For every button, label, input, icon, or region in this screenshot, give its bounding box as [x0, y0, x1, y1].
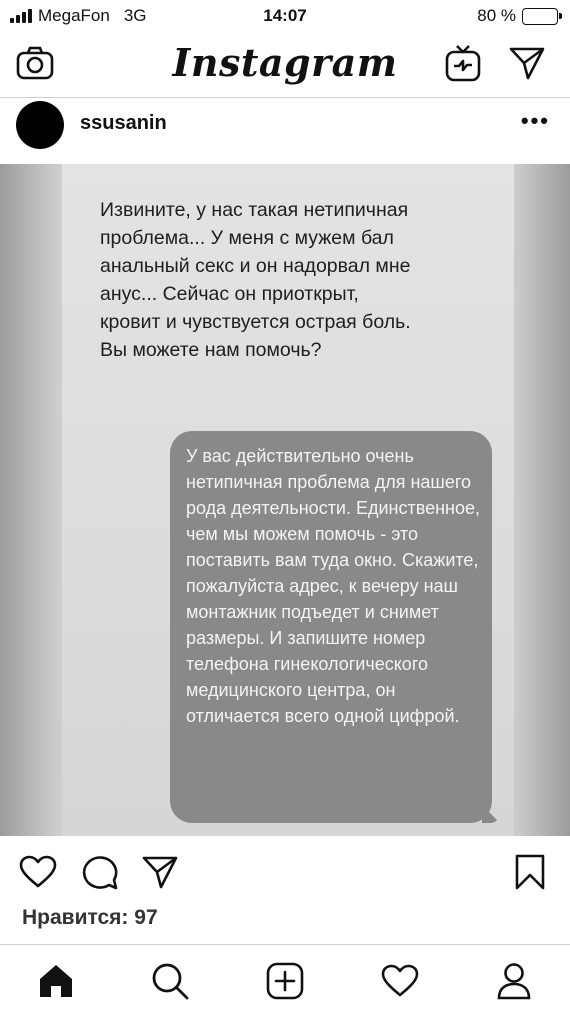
battery-percent: 80 %: [477, 6, 516, 25]
incoming-message: Извините, у нас такая нетипичная проблема... У меня с мужем бал анальный секс и он надорвал мне анус... Сейчас он приоткрыт, кровит и чувствуется острая боль. Вы можете нам помочь?: [100, 199, 411, 361]
bookmark-icon[interactable]: [510, 852, 550, 892]
network-type: 3G: [123, 6, 147, 25]
tab-bar: [0, 944, 570, 1013]
carrier-name: MegaFon: [38, 6, 110, 25]
search-icon[interactable]: [148, 959, 192, 1003]
profile-icon[interactable]: [492, 959, 536, 1003]
comment-icon[interactable]: [80, 852, 120, 892]
instagram-logo: Instagram: [172, 40, 398, 85]
post-header: [0, 98, 570, 164]
status-right: [477, 6, 558, 26]
post-image[interactable]: [0, 164, 570, 836]
likes-count[interactable]: Нравится: 97: [22, 906, 158, 929]
avatar[interactable]: [16, 101, 64, 149]
outgoing-message: У вас действительно очень нетипичная проблема для нашего рода деятельности. Единственное, чем мы можем помочь - это поставить вам туда окно. Скажите, пожалуйста адрес, к вечеру наш монтажник подъедет и снимет размеры. И запишите номер телефона гинекологического медицинского центра, он отличается всего одной цифрой.: [186, 446, 481, 726]
direct-send-icon[interactable]: [506, 42, 548, 84]
status-time: 14:07: [263, 6, 307, 25]
heart-icon[interactable]: [18, 852, 58, 892]
home-icon[interactable]: [34, 959, 78, 1003]
top-nav: [0, 32, 570, 98]
activity-heart-icon[interactable]: [378, 959, 422, 1003]
post-username[interactable]: ssusanin: [80, 112, 167, 134]
igtv-icon[interactable]: [442, 42, 484, 84]
share-icon[interactable]: [140, 852, 180, 892]
outgoing-message-bubble: [170, 431, 492, 823]
add-post-icon[interactable]: [263, 959, 307, 1003]
status-bar: [0, 0, 570, 32]
more-options-button[interactable]: •••: [520, 108, 550, 133]
battery-icon: [522, 8, 558, 25]
post-action-bar: [0, 836, 570, 906]
